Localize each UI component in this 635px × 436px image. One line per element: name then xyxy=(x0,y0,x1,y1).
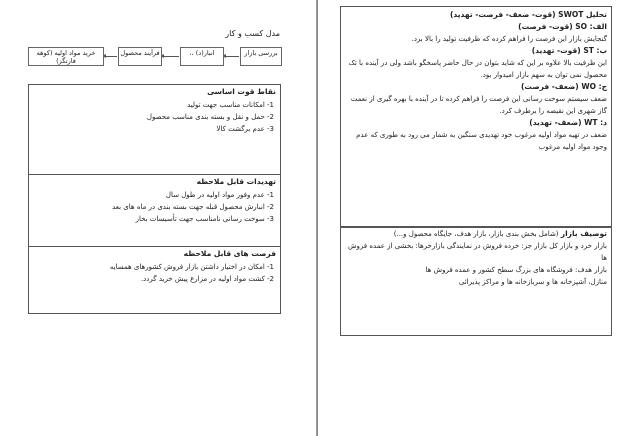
opportunity-item: 1- امکان در اختیار داشتن بازار فروش کشورهای همسایه xyxy=(109,263,274,271)
market-heading-note: (شامل بخش بندی بازار، بازار هدف، جایگاه محصول و...) xyxy=(393,230,559,238)
wo-text: ضعف سیستم سوخت رسانی این فرصت را فراهم کرده تا در آینده با بهره گیری از نعمت گاز شهری این نقیصه را برطرف کرد. xyxy=(350,95,607,115)
threat-item: 1- عدم وفور مواد اولیه در طول سال xyxy=(165,191,274,199)
st-text: این ظرفیت بالا علاوه بر این که شاید بتوان در حال حاضر پاسخگو باشد ولی در آینده با تک محصول نمی توان به سهم بازار امیدوار بود. xyxy=(348,59,607,79)
opportunity-item: 2- کشت مواد اولیه در مزارع پیش خرید گردد. xyxy=(140,275,274,283)
swot-heading: تحلیل SWOT (قوت- ضعف- فرصت- تهدید) xyxy=(449,10,607,19)
flow-arrow xyxy=(105,56,117,57)
market-line: منازل، آشپزخانه ها و سربازخانه ها و مراکز پذیرائی xyxy=(458,278,607,286)
market-heading: توصیف بازار xyxy=(560,229,607,238)
threat-item: 3- سوخت رسانی نامناسب جهت تأسیسات بخار xyxy=(135,215,274,223)
opportunities-panel xyxy=(28,246,281,314)
opportunities-heading: فرصت های قابل ملاحظه xyxy=(183,249,276,258)
strengths-panel xyxy=(28,84,281,175)
flow-step-market-research: بررسی بازار xyxy=(240,47,282,66)
wo-heading: ج: WO (ضعف- فرصت) xyxy=(520,82,607,91)
flow-arrow xyxy=(163,56,179,57)
market-line: بازار هدف: فروشگاه های بزرگ سطح کشور و عمده فروش ها xyxy=(425,266,607,274)
business-model-title: مدل کسب و کار xyxy=(225,29,280,38)
strength-item: 2- حمل و نقل و بسته بندی مناسب محصول xyxy=(146,113,274,121)
swot-analysis-box xyxy=(340,6,612,228)
threats-heading: تهدیدات قابل ملاحظه xyxy=(196,177,276,186)
strength-item: 1- امکانات مناسب جهت تولید xyxy=(187,101,274,109)
market-line: بازار خرد و بازار کل بازار جز: خرده فروش در نمایندگی بازارخرها: بخشی از عمده فروش ها xyxy=(348,242,607,262)
threats-panel xyxy=(28,174,281,247)
flow-arrow xyxy=(225,56,239,57)
st-heading: ب: ST (قوت- تهدید) xyxy=(531,46,607,55)
wt-text: ضعف در تهیه مواد اولیه مرغوب خود تهدیدی سنگین به شمار می رود به طوری که عدم وجود مواد اولیه مرغوب xyxy=(356,131,607,151)
wt-heading: د: WT (ضعف- تهدید) xyxy=(529,118,607,127)
flow-step-raw-material-purchase: خرید مواد اولیه (کوهه فارنگز) xyxy=(28,47,104,66)
so-heading: الف: SO (قوت- فرصت) xyxy=(518,22,607,31)
market-description-box xyxy=(340,226,612,336)
so-text: گنجایش بازار این فرصت را فراهم کرده که ظرفیت تولید را بالا برد. xyxy=(411,35,607,43)
threat-item: 2- انبارش محصول قبله جهت بسته بندی در ماه های بعد xyxy=(112,203,274,211)
strengths-heading: نقاط قوت اساسی xyxy=(207,87,276,96)
flow-step-warehouse: انبار(د) ،، xyxy=(180,47,224,66)
strength-item: 3- عدم برگشت کالا xyxy=(216,125,274,133)
flow-step-product-process: فرآیند محصول xyxy=(118,47,162,66)
